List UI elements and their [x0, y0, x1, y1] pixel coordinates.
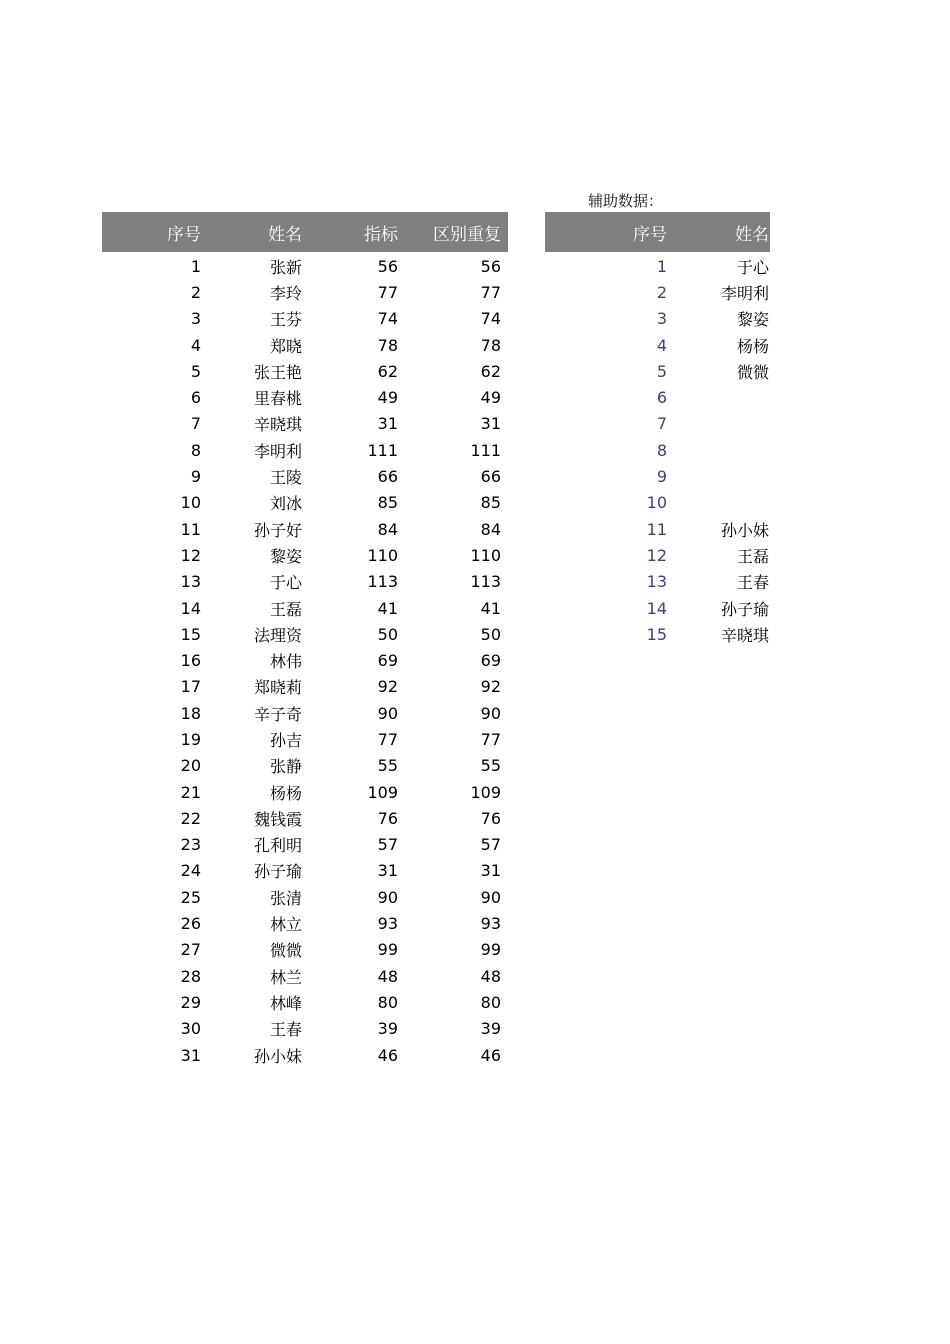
table-row[interactable] [102, 411, 508, 437]
cell-distinguish-duplicates[interactable]: 46 [480, 1045, 501, 1065]
aux-table-header [545, 212, 770, 252]
cell-indicator[interactable]: 85 [377, 493, 398, 513]
cell-name[interactable]: 郑晓 [269, 336, 302, 356]
header-distinguish-duplicates[interactable]: 区别重复 [433, 224, 501, 245]
cell-indicator[interactable]: 99 [377, 940, 398, 960]
cell-distinguish-duplicates[interactable]: 57 [480, 835, 501, 855]
table-row[interactable] [102, 753, 508, 779]
aux-cell-seq[interactable]: 13 [646, 572, 667, 592]
cell-distinguish-duplicates[interactable]: 85 [480, 493, 501, 513]
cell-distinguish-duplicates[interactable]: 31 [480, 414, 501, 434]
cell-indicator[interactable]: 77 [377, 282, 398, 302]
cell-name[interactable]: 李玲 [269, 283, 302, 303]
cell-indicator[interactable]: 111 [367, 440, 398, 460]
table-row[interactable] [102, 963, 508, 989]
cell-indicator[interactable]: 55 [377, 756, 398, 776]
cell-distinguish-duplicates[interactable]: 84 [480, 519, 501, 539]
cell-seq[interactable]: 20 [180, 756, 201, 776]
cell-seq[interactable]: 1 [190, 256, 201, 276]
cell-indicator[interactable]: 48 [377, 966, 398, 986]
aux-table-row[interactable] [545, 384, 770, 410]
cell-distinguish-duplicates[interactable]: 31 [480, 861, 501, 881]
cell-seq[interactable]: 27 [180, 940, 201, 960]
aux-cell-name[interactable]: 孙小妹 [720, 520, 769, 540]
cell-name[interactable]: 法理资 [253, 625, 302, 645]
cell-name[interactable]: 张王艳 [253, 362, 302, 382]
cell-distinguish-duplicates[interactable]: 39 [480, 1019, 501, 1039]
main-table [102, 212, 508, 1068]
cell-name[interactable]: 李明利 [253, 441, 302, 461]
cell-indicator[interactable]: 110 [367, 545, 398, 565]
table-row[interactable] [102, 595, 508, 621]
header-seq[interactable]: 序号 [167, 224, 201, 245]
table-row[interactable] [102, 805, 508, 831]
cell-seq[interactable]: 8 [190, 440, 201, 460]
cell-name[interactable]: 黎姿 [269, 546, 302, 566]
cell-seq[interactable]: 13 [180, 572, 201, 592]
table-row[interactable] [102, 858, 508, 884]
cell-seq[interactable]: 2 [190, 282, 201, 302]
cell-seq[interactable]: 24 [180, 861, 201, 881]
cell-distinguish-duplicates[interactable]: 90 [480, 703, 501, 723]
cell-name[interactable]: 林兰 [269, 967, 302, 987]
cell-distinguish-duplicates[interactable]: 110 [470, 545, 501, 565]
table-row[interactable] [102, 884, 508, 910]
aux-cell-name[interactable]: 辛晓琪 [720, 625, 769, 645]
cell-name[interactable]: 孙子瑜 [253, 862, 302, 882]
cell-seq[interactable]: 19 [180, 729, 201, 749]
cell-name[interactable]: 张新 [269, 257, 302, 277]
aux-table-row[interactable] [545, 569, 770, 595]
cell-distinguish-duplicates[interactable]: 113 [470, 572, 501, 592]
cell-distinguish-duplicates[interactable]: 48 [480, 966, 501, 986]
table-row[interactable] [102, 490, 508, 516]
table-row[interactable] [102, 542, 508, 568]
cell-seq[interactable]: 15 [180, 624, 201, 644]
table-row[interactable] [102, 910, 508, 936]
cell-indicator[interactable]: 77 [377, 729, 398, 749]
table-row[interactable] [102, 1016, 508, 1042]
cell-name[interactable]: 微微 [269, 941, 302, 961]
cell-seq[interactable]: 11 [180, 519, 201, 539]
cell-name[interactable]: 林峰 [269, 993, 302, 1013]
cell-distinguish-duplicates[interactable]: 55 [480, 756, 501, 776]
cell-indicator[interactable]: 93 [377, 914, 398, 934]
aux-cell-seq[interactable]: 11 [646, 519, 667, 539]
cell-distinguish-duplicates[interactable]: 50 [480, 624, 501, 644]
cell-name[interactable]: 王芬 [269, 310, 302, 330]
aux-cell-seq[interactable]: 14 [646, 598, 667, 618]
cell-seq[interactable]: 5 [190, 361, 201, 381]
cell-name[interactable]: 林立 [269, 915, 302, 935]
cell-indicator[interactable]: 76 [377, 808, 398, 828]
table-row[interactable] [102, 358, 508, 384]
table-row[interactable] [102, 621, 508, 647]
cell-indicator[interactable]: 80 [377, 992, 398, 1012]
header-name[interactable]: 姓名 [268, 224, 302, 245]
aux-table-row[interactable] [545, 332, 770, 358]
cell-distinguish-duplicates[interactable]: 92 [480, 677, 501, 697]
table-row[interactable] [102, 832, 508, 858]
aux-cell-name[interactable]: 王春 [736, 573, 769, 593]
cell-name[interactable]: 张清 [269, 888, 302, 908]
cell-seq[interactable]: 16 [180, 651, 201, 671]
cell-seq[interactable]: 9 [190, 467, 201, 487]
cell-seq[interactable]: 30 [180, 1019, 201, 1039]
cell-name[interactable]: 杨杨 [269, 783, 302, 803]
cell-indicator[interactable]: 109 [367, 782, 398, 802]
cell-seq[interactable]: 28 [180, 966, 201, 986]
cell-name[interactable]: 魏钱霞 [253, 809, 302, 829]
aux-table-row[interactable] [545, 279, 770, 305]
aux-cell-name[interactable]: 王磊 [736, 546, 769, 566]
table-row[interactable] [102, 384, 508, 410]
cell-indicator[interactable]: 92 [377, 677, 398, 697]
aux-table-row[interactable] [545, 306, 770, 332]
cell-indicator[interactable]: 31 [377, 861, 398, 881]
cell-distinguish-duplicates[interactable]: 56 [480, 256, 501, 276]
cell-indicator[interactable]: 78 [377, 335, 398, 355]
table-row[interactable] [102, 306, 508, 332]
aux-cell-seq[interactable]: 7 [656, 414, 667, 434]
cell-seq[interactable]: 29 [180, 992, 201, 1012]
cell-seq[interactable]: 6 [190, 388, 201, 408]
aux-cell-seq[interactable]: 3 [656, 309, 667, 329]
cell-distinguish-duplicates[interactable]: 74 [480, 309, 501, 329]
aux-table-row[interactable] [545, 516, 770, 542]
cell-seq[interactable]: 18 [180, 703, 201, 723]
cell-name[interactable]: 于心 [269, 573, 302, 593]
aux-table [545, 212, 770, 647]
cell-seq[interactable]: 23 [180, 835, 201, 855]
table-row[interactable] [102, 1042, 508, 1068]
cell-seq[interactable]: 3 [190, 309, 201, 329]
table-row[interactable] [102, 989, 508, 1015]
aux-table-row[interactable] [545, 490, 770, 516]
aux-table-row[interactable] [545, 542, 770, 568]
main-table-body [102, 252, 508, 1068]
aux-cell-seq[interactable]: 6 [656, 388, 667, 408]
aux-cell-name[interactable]: 于心 [736, 257, 769, 277]
cell-name[interactable]: 辛子奇 [253, 704, 302, 724]
aux-header-name[interactable]: 姓名 [735, 224, 769, 245]
aux-table-body [545, 252, 770, 647]
cell-seq[interactable]: 12 [180, 545, 201, 565]
cell-indicator[interactable]: 74 [377, 309, 398, 329]
cell-name[interactable]: 郑晓莉 [253, 678, 302, 698]
cell-indicator[interactable]: 62 [377, 361, 398, 381]
aux-cell-seq[interactable]: 9 [656, 467, 667, 487]
cell-indicator[interactable]: 49 [377, 388, 398, 408]
table-row[interactable] [102, 332, 508, 358]
cell-name[interactable]: 孙吉 [269, 730, 302, 750]
cell-seq[interactable]: 14 [180, 598, 201, 618]
cell-distinguish-duplicates[interactable]: 93 [480, 914, 501, 934]
cell-name[interactable]: 孔利明 [253, 836, 302, 856]
aux-cell-name[interactable]: 黎姿 [736, 310, 769, 330]
cell-distinguish-duplicates[interactable]: 90 [480, 887, 501, 907]
cell-distinguish-duplicates[interactable]: 69 [480, 651, 501, 671]
cell-name[interactable]: 里春桃 [253, 389, 302, 409]
cell-indicator[interactable]: 113 [367, 572, 398, 592]
aux-cell-seq[interactable]: 1 [656, 256, 667, 276]
cell-indicator[interactable]: 69 [377, 651, 398, 671]
cell-seq[interactable]: 31 [180, 1045, 201, 1065]
aux-cell-name[interactable]: 李明利 [720, 283, 769, 303]
cell-name[interactable]: 孙子好 [253, 520, 302, 540]
cell-indicator[interactable]: 39 [377, 1019, 398, 1039]
cell-name[interactable]: 王陵 [269, 468, 302, 488]
cell-distinguish-duplicates[interactable]: 77 [480, 729, 501, 749]
aux-header-seq[interactable]: 序号 [633, 224, 667, 245]
cell-name[interactable]: 刘冰 [269, 494, 302, 514]
cell-distinguish-duplicates[interactable]: 41 [480, 598, 501, 618]
aux-table-row[interactable] [545, 621, 770, 647]
aux-data-label: 辅助数据： [588, 192, 664, 210]
cell-seq[interactable]: 22 [180, 808, 201, 828]
aux-table-row[interactable] [545, 358, 770, 384]
cell-name[interactable]: 林伟 [269, 652, 302, 672]
cell-name[interactable]: 王磊 [269, 599, 302, 619]
cell-indicator[interactable]: 41 [377, 598, 398, 618]
table-row[interactable] [102, 674, 508, 700]
cell-distinguish-duplicates[interactable]: 76 [480, 808, 501, 828]
cell-distinguish-duplicates[interactable]: 99 [480, 940, 501, 960]
cell-distinguish-duplicates[interactable]: 77 [480, 282, 501, 302]
cell-name[interactable]: 张静 [269, 757, 302, 777]
cell-seq[interactable]: 10 [180, 493, 201, 513]
cell-name[interactable]: 王春 [269, 1020, 302, 1040]
table-row[interactable] [102, 779, 508, 805]
aux-table-row[interactable] [545, 411, 770, 437]
aux-table-row[interactable] [545, 253, 770, 279]
table-row[interactable] [102, 279, 508, 305]
table-row[interactable] [102, 647, 508, 673]
cell-seq[interactable]: 4 [190, 335, 201, 355]
cell-distinguish-duplicates[interactable]: 109 [470, 782, 501, 802]
cell-indicator[interactable]: 50 [377, 624, 398, 644]
cell-distinguish-duplicates[interactable]: 66 [480, 467, 501, 487]
cell-indicator[interactable]: 66 [377, 467, 398, 487]
aux-cell-seq[interactable]: 4 [656, 335, 667, 355]
cell-name[interactable]: 孙小妹 [253, 1046, 302, 1066]
aux-cell-seq[interactable]: 5 [656, 361, 667, 381]
cell-seq[interactable]: 7 [190, 414, 201, 434]
aux-cell-name[interactable]: 杨杨 [736, 336, 769, 356]
table-row[interactable] [102, 463, 508, 489]
cell-distinguish-duplicates[interactable]: 78 [480, 335, 501, 355]
aux-cell-seq[interactable]: 15 [646, 624, 667, 644]
cell-indicator[interactable]: 56 [377, 256, 398, 276]
cell-indicator[interactable]: 90 [377, 887, 398, 907]
aux-cell-name[interactable]: 孙子瑜 [720, 599, 769, 619]
table-row[interactable] [102, 726, 508, 752]
cell-indicator[interactable]: 46 [377, 1045, 398, 1065]
cell-distinguish-duplicates[interactable]: 80 [480, 992, 501, 1012]
cell-indicator[interactable]: 84 [377, 519, 398, 539]
cell-distinguish-duplicates[interactable]: 111 [470, 440, 501, 460]
cell-seq[interactable]: 25 [180, 887, 201, 907]
cell-seq[interactable]: 21 [180, 782, 201, 802]
table-row[interactable] [102, 569, 508, 595]
aux-cell-name[interactable]: 微微 [736, 362, 769, 382]
cell-name[interactable]: 辛晓琪 [253, 415, 302, 435]
table-row[interactable] [102, 253, 508, 279]
table-row[interactable] [102, 437, 508, 463]
table-row[interactable] [102, 937, 508, 963]
cell-indicator[interactable]: 90 [377, 703, 398, 723]
aux-cell-seq[interactable]: 8 [656, 440, 667, 460]
aux-cell-seq[interactable]: 10 [646, 493, 667, 513]
cell-indicator[interactable]: 31 [377, 414, 398, 434]
cell-seq[interactable]: 26 [180, 914, 201, 934]
main-table-header [102, 212, 508, 252]
aux-table-row[interactable] [545, 595, 770, 621]
aux-cell-seq[interactable]: 2 [656, 282, 667, 302]
cell-indicator[interactable]: 57 [377, 835, 398, 855]
cell-seq[interactable]: 17 [180, 677, 201, 697]
cell-distinguish-duplicates[interactable]: 49 [480, 388, 501, 408]
aux-table-row[interactable] [545, 463, 770, 489]
header-indicator[interactable]: 指标 [364, 224, 398, 245]
table-row[interactable] [102, 516, 508, 542]
aux-cell-seq[interactable]: 12 [646, 545, 667, 565]
aux-table-row[interactable] [545, 437, 770, 463]
table-row[interactable] [102, 700, 508, 726]
cell-distinguish-duplicates[interactable]: 62 [480, 361, 501, 381]
